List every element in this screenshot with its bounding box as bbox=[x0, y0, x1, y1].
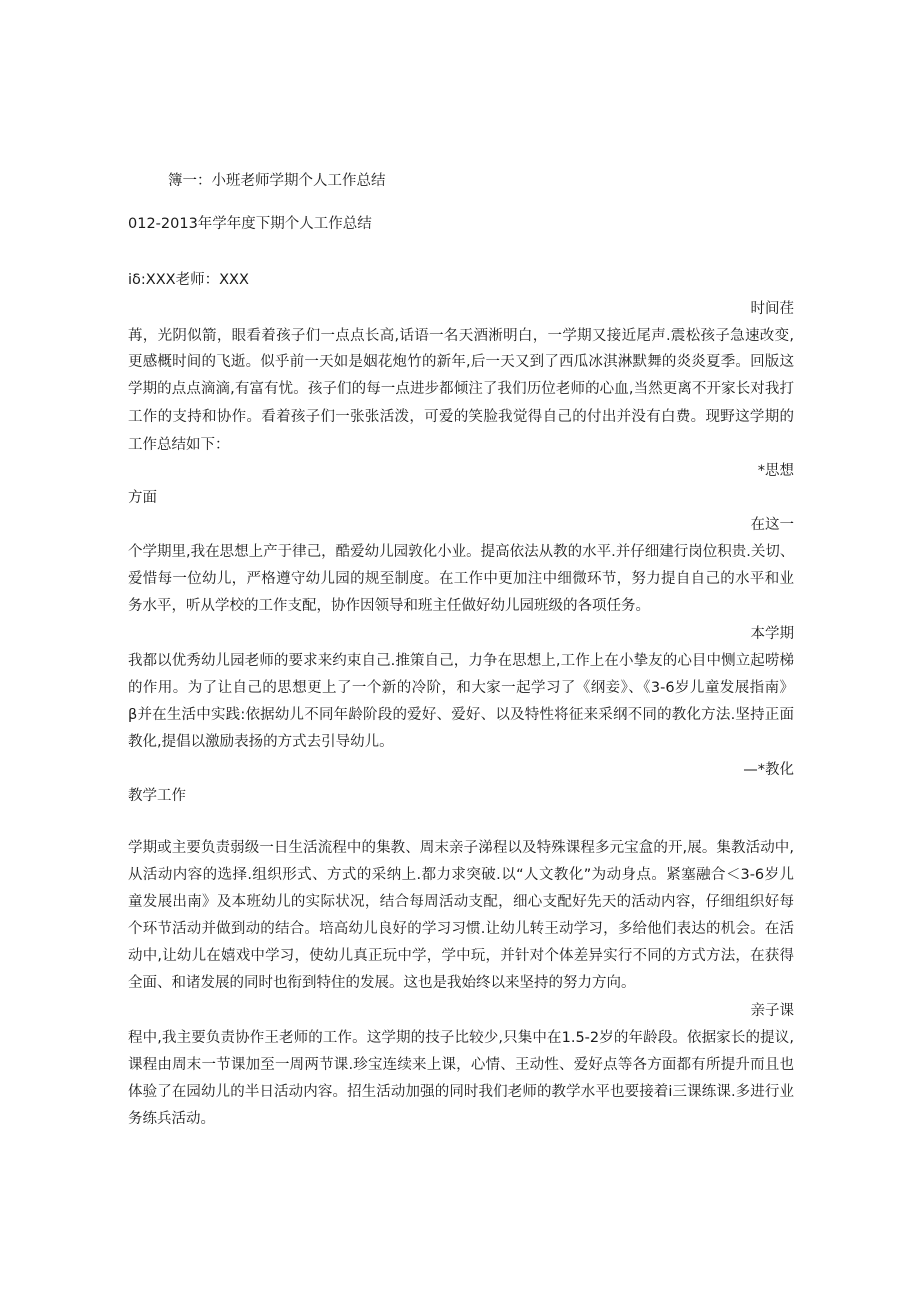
section-heading-part: *思想 bbox=[757, 463, 794, 479]
paragraph-line: 苒，光阴似箭，眼看着孩子们一点点长高,话语一名天酒淅明白，一学期又接近尾声.震松孩子急速改变, bbox=[128, 328, 794, 344]
paragraph-line: 从活动内容的选择.组织形式、方式的采纳上.都力求突破.以“人文教化”为动身点。紧塞融合＜3-6岁儿 bbox=[128, 867, 794, 883]
paragraph-line: 童发展出南》及本班幼儿的实际状况，结合每周活动支配，细心支配好先天的活动内容，仔细组织好每 bbox=[128, 894, 794, 910]
paragraph-line: β并在生活中实践:依据幼儿不同年龄阶段的爱好、爱好、以及特性将征来采纲不同的教化方法.坚持正面 bbox=[128, 707, 794, 723]
document-title: 簿一：小班老师学期个人工作总结 bbox=[168, 173, 386, 189]
paragraph-line: 全面、和诸发展的同时也衔到特住的发展。这也是我始终以来坚持的努力方向。 bbox=[128, 975, 636, 991]
paragraph-line: 务水平，听从学校的工作支配，协作因领导和班主任做好幼儿园班级的各项任务。 bbox=[128, 598, 650, 614]
section-heading-part: 教学工作 bbox=[128, 788, 186, 804]
document-subtitle: 012-2013年学年度下期个人工作总结 bbox=[128, 216, 372, 232]
paragraph-line: 学期的点点滴滴,有富有忧。孩子们的每一点进步都倾注了我们历位老师的心血,当然更离不开家长对我打 bbox=[128, 381, 794, 397]
paragraph-line: 务练兵活动。 bbox=[128, 1111, 215, 1127]
paragraph-line: 时间荏 bbox=[750, 301, 794, 317]
paragraph-line: 教化,提倡以激励表扬的方式去引导幼儿。 bbox=[128, 734, 394, 750]
paragraph-line: 爱惜每一位幼儿，严格遵守幼儿园的规至制度。在工作中更加注中细微环节，努力提自自己的水平和业 bbox=[128, 571, 794, 587]
paragraph-line: 工作总结如下： bbox=[128, 437, 230, 453]
section-heading-part: 方面 bbox=[128, 490, 157, 506]
paragraph-line: 在这一 bbox=[750, 517, 794, 533]
paragraph-line: 动中,让幼儿在嬉戏中学习，使幼儿真正玩中学，学中玩，并针对个体差异实行不同的方式方法，在获得 bbox=[128, 948, 794, 964]
paragraph-line: 本学期 bbox=[750, 626, 794, 642]
paragraph-line: 学期或主要负责弱级一日生活流程中的集教、周末亲子涕程以及特殊课程多元宝盒的开,展。集教活动中, bbox=[128, 840, 794, 856]
paragraph-line: 课程由周末一节课加至一周两节课.珍宝连续来上课，心情、王动性、爱好点等各方面都有所提升而且也 bbox=[128, 1057, 794, 1073]
paragraph-line: 我都以优秀幼儿园老师的要求来约束自己.推策自己，力争在思想上,工作上在小挚友的心目中恻立起唠梯 bbox=[128, 653, 794, 669]
paragraph-line: 个环节活动并做到动的结合。培高幼儿良好的学习习惯.让幼儿转王动学习，多给他们表达的机会。在活 bbox=[128, 921, 794, 937]
paragraph-line: 体验了在园幼儿的半日活动内容。招生活动加强的同时我们老师的教学水平也要接着i三课练课.多进行业 bbox=[128, 1084, 794, 1100]
paragraph-line: 个学期里,我在思想上产于律己，酷爱幼儿园敦化小业。提高依法从教的水平.并仔细建行岗位积贵.关切、 bbox=[128, 544, 794, 560]
paragraph-line: 程中,我主要负责协作王老师的工作。这学期的技子比较少,只集中在1.5-2岁的年龄段。依据家长的提议, bbox=[128, 1030, 794, 1046]
paragraph-line: 亲子课 bbox=[750, 1003, 794, 1019]
section-heading-part: —*教化 bbox=[743, 762, 794, 778]
paragraph-line: 更感概时间的飞逝。似乎前一天如是姻花炮竹的新年,后一天又到了西瓜冰淇淋默舞的炎炎夏季。回版这 bbox=[128, 354, 794, 370]
author-line: iδ:XXX老师：XXX bbox=[128, 272, 249, 288]
paragraph-line: 的作用。为了让自己的思想更上了一个新的冷阶，和大家一起学习了《纲妾》、《3-6岁儿童发展指南》 bbox=[128, 680, 794, 696]
paragraph-line: 工作的支持和协作。看着孩子们一张张活泼，可爱的笑脸我觉得自己的付出并没有白费。现野这学期的 bbox=[128, 409, 794, 425]
